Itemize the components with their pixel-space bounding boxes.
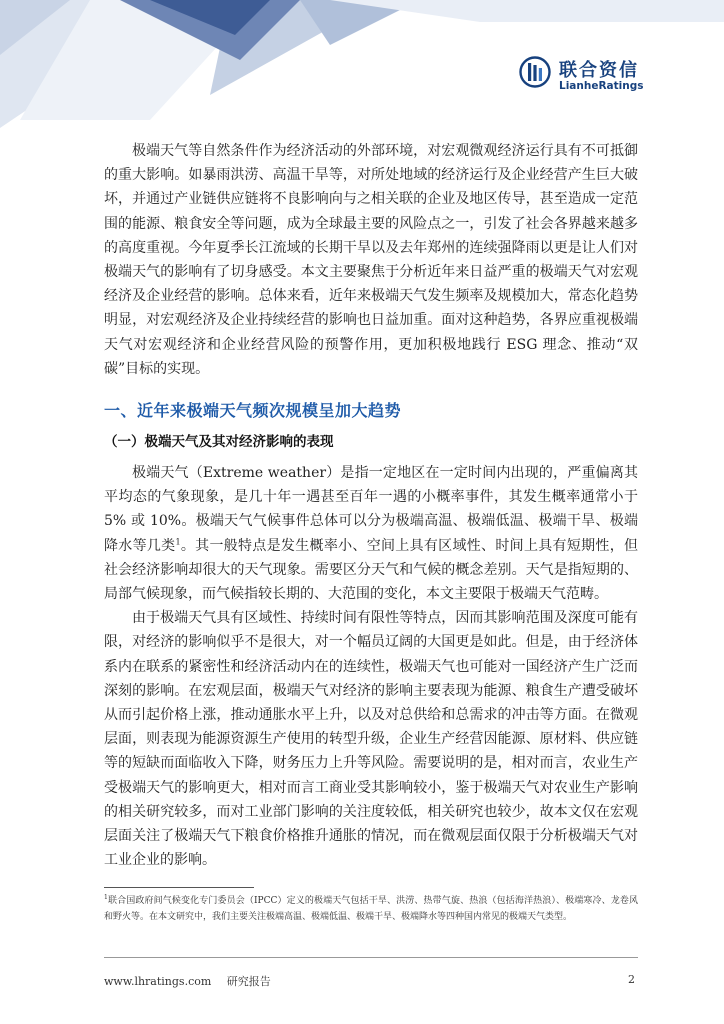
section-heading: 一、近年来极端天气频次规模呈加大趋势	[104, 401, 402, 421]
footnote-text: 联合国政府间气候变化专门委员会（IPCC）定义的极端天气包括干旱、洪涝、热带气旋、热浪（包括海洋热浪）、极端寒冷、龙卷风和野火等。在本文研究中，我们主要关注极端高温、极端低温、极端干旱、极端降水等四种国内常见的极端天气类型。	[104, 896, 638, 922]
lianhe-logo	[519, 54, 679, 96]
footer-doc-type: 研究报告	[226, 975, 271, 988]
page-number: 2	[628, 973, 635, 986]
definition-text-b: 。其一般特点是发生概率小、空间上具有区域性、时间上具有短期性，但社会经济影响却很大的天气现象。需要区分天气和气候的概念差别。天气是指短期的、局部气候现象，而气候指较长期的、大范围的变化，本文主要限于极端天气范畴。	[104, 537, 639, 603]
footnote-divider	[104, 887, 254, 888]
footnote-number: 1	[104, 894, 108, 901]
footer-divider	[104, 957, 638, 958]
definition-paragraph	[104, 461, 638, 606]
logo-en-text: LianheRatings	[559, 80, 644, 92]
footnote-reference[interactable]: 1	[175, 536, 181, 546]
footer-left	[104, 973, 271, 989]
report-body	[104, 139, 638, 872]
lianhe-logo-icon	[519, 56, 551, 88]
intro-paragraph: 极端天气等自然条件作为经济活动的外部环境，对宏观微观经济运行具有不可抵御的重大影响。如暴雨洪涝、高温干旱等，对所处地域的经济运行及企业经营产生巨大破坏，并通过产业链供应链将不良影响向与之相关联的企业及地区传导，甚至造成一定范围的能源、粮食安全等问题，成为全球最主要的风险点之一，引发了社会各界越来越多的高度重视。今年夏季长江流域的长期干旱以及去年郑州的连续强降雨以更是让人们对极端天气的影响有了切身感受。本文主要聚焦于分析近年来日益严重的极端天气对宏观经济及企业经营的影响。总体来看，近年来极端天气发生频率及规模加大，常态化趋势明显，对宏观经济及企业持续经营的影响也日益加重。面对这种趋势，各界应重视极端天气对宏观经济和企业经营风险的预警作用，更加积极地践行 ESG 理念、推动“双碳”目标的实现。	[104, 143, 638, 377]
footnote	[104, 893, 638, 925]
definition-text-a: 极端天气（Extreme weather）是指一定地区在一定时间内出现的，严重偏离其平均态的气象现象，是几十年一遇甚至百年一遇的小概率事件，其发生概率通常小于 5% 或 10%。极端天气气候事件总体可以分为极端高温、极端低温、极端干旱、极端降水等几类	[104, 465, 638, 554]
footer-site-link[interactable]: www.lhratings.com	[104, 975, 212, 988]
subsection-heading: （一）极端天气及其对经济影响的表现	[104, 434, 334, 451]
logo-cn-text: 联合资信	[559, 60, 639, 81]
impact-paragraph: 由于极端天气具有区域性、持续时间有限性等特点，因而其影响范围及深度可能有限，对经济的影响似乎不是很大，对一个幅员辽阔的大国更是如此。但是，由于经济体系内在联系的紧密性和经济活动内在的连续性，极端天气也可能对一国经济产生广泛而深刻的影响。在宏观层面，极端天气对经济的影响主要表现为能源、粮食生产遭受破坏从而引起价格上涨，推动通胀水平上升，以及对总供给和总需求的冲击等方面。在微观层面，则表现为能源资源生产使用的转型升级，企业生产经营因能源、原材料、供应链等的短缺而面临收入下降，财务压力上升等风险。需要说明的是，相对而言，农业生产受极端天气的影响更大，相对而言工商业受其影响较小，鉴于极端天气对农业生产影响的相关研究较多，而对工业部门影响的关注度较低，相关研究也较少，故本文仅在宏观层面关注了极端天气下粮食价格推升通胀的情况，而在微观层面仅限于分析极端天气对工业企业的影响。	[104, 610, 638, 869]
